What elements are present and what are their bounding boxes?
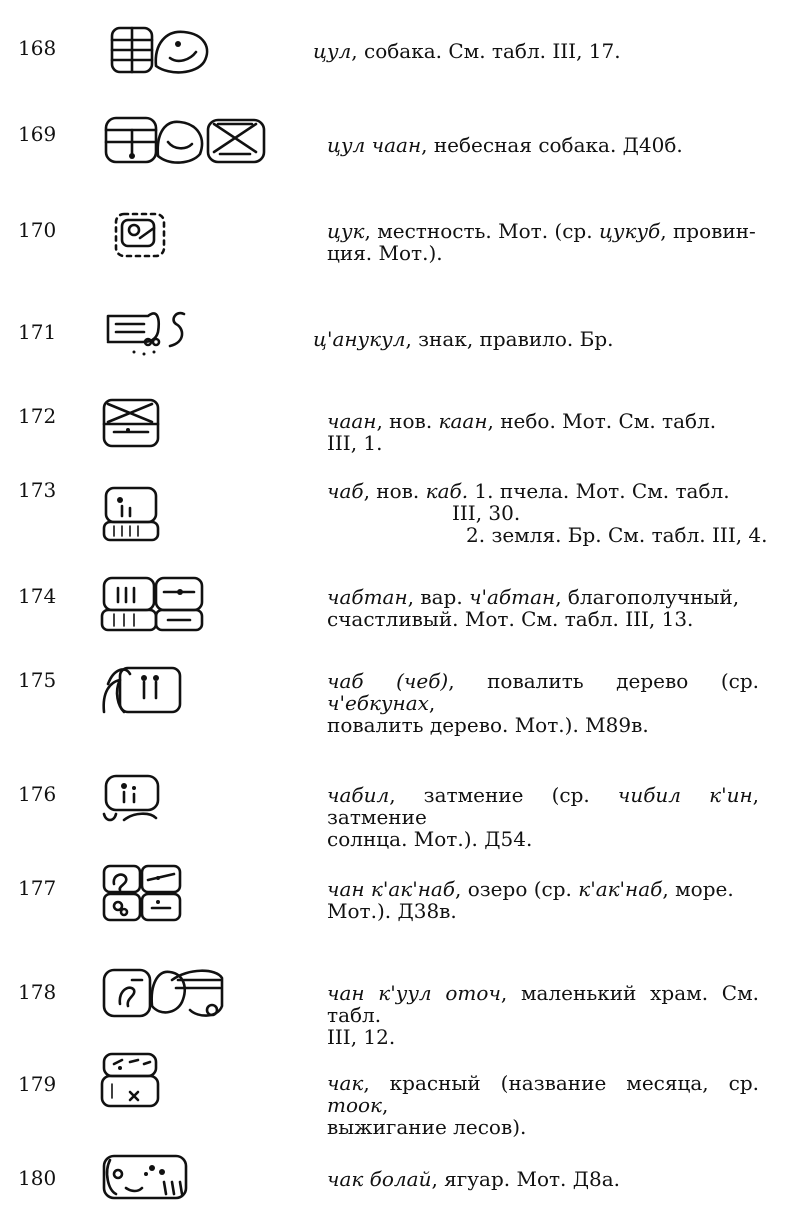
entry-text: чаб (чеб), повалить дерево (ср. ч'ебкунах, повалить дерево. Мот.). М89в. [327, 669, 759, 737]
maya-glyph-icon [100, 116, 270, 168]
entry-number: 178 [18, 980, 57, 1004]
maya-word: чан к'уул оточ [327, 981, 501, 1005]
entry-number: 168 [18, 36, 57, 60]
entry-number: 173 [18, 478, 57, 502]
entry-continuation: 2. земля. Бр. См. табл. III, 4. [466, 523, 768, 547]
maya-glyph-icon [100, 1052, 164, 1110]
entry-number: 170 [18, 218, 57, 242]
maya-glyph-icon [100, 774, 170, 830]
maya-glyph-icon [100, 574, 210, 634]
maya-glyph-icon [100, 486, 162, 544]
entry-text: чан к'уул оточ, маленький храм. См. табл. III, 12. [327, 981, 760, 1049]
maya-word: чабил [327, 783, 390, 807]
entry-text: цул чаан, небесная собака. Д40б. [327, 133, 683, 157]
entry-number: 179 [18, 1072, 57, 1096]
entry-continuation: III, 30. [452, 501, 521, 525]
entry-number: 169 [18, 122, 57, 146]
entry-number: 180 [18, 1166, 57, 1190]
maya-glyph-icon [100, 398, 162, 450]
entry-text: чабил, затмение (ср. чибил к'ин, затмение солнца. Мот.). Д54. [327, 783, 759, 851]
maya-word: цул [313, 39, 352, 63]
maya-glyph-icon [100, 662, 190, 718]
entry-number: 176 [18, 782, 57, 806]
maya-glyph-icon [100, 26, 220, 76]
entry-number: 172 [18, 404, 57, 428]
maya-glyph-icon [102, 864, 186, 924]
maya-glyph-icon [104, 306, 194, 362]
entry-text: ц'анукул, знак, правило. Бр. [313, 327, 614, 351]
entry-number: 171 [18, 320, 57, 344]
maya-word: чаб (чеб) [327, 669, 449, 693]
entry-text: чаан, нов. каан, небо. Мот. См. табл. III, 1. [327, 409, 717, 455]
maya-glyph-icon [106, 208, 176, 266]
maya-word: чаан [327, 409, 377, 433]
entry-number: 177 [18, 876, 57, 900]
entry-text: чан к'ак'наб, озеро (ср. к'ак'наб, море. Мот.). Д38в. [327, 877, 734, 923]
maya-word: цук [327, 219, 365, 243]
maya-word: цул чаан [327, 133, 422, 157]
entry-text: цук, местность. Мот. (ср. цукуб, провин- ция. Мот.). [327, 219, 756, 265]
entry-number: 174 [18, 584, 57, 608]
maya-word: чак [327, 1071, 364, 1095]
entry-text: чабтан, вар. ч'абтан, благополучный, счастливый. Мот. См. табл. III, 13. [327, 585, 740, 631]
maya-glyph-icon [102, 966, 228, 1026]
entry-text: чак болай, ягуар. Мот. Д8а. [327, 1167, 621, 1191]
entry-text: чак, красный (название месяца, ср. тоок, выжигание лесов). [327, 1071, 759, 1139]
maya-glyph-icon [102, 1152, 192, 1204]
maya-word: чаб [327, 479, 364, 503]
maya-word: чабтан [327, 585, 408, 609]
maya-word: чак болай [327, 1167, 432, 1191]
maya-word: чан к'ак'наб [327, 877, 456, 901]
entry-number: 175 [18, 668, 57, 692]
entry-text: чаб, нов. каб. 1. пчела. Мот. См. табл. [327, 479, 730, 503]
entry-text: цул, собака. См. табл. III, 17. [313, 39, 621, 63]
maya-word: ц'анукул [313, 327, 406, 351]
